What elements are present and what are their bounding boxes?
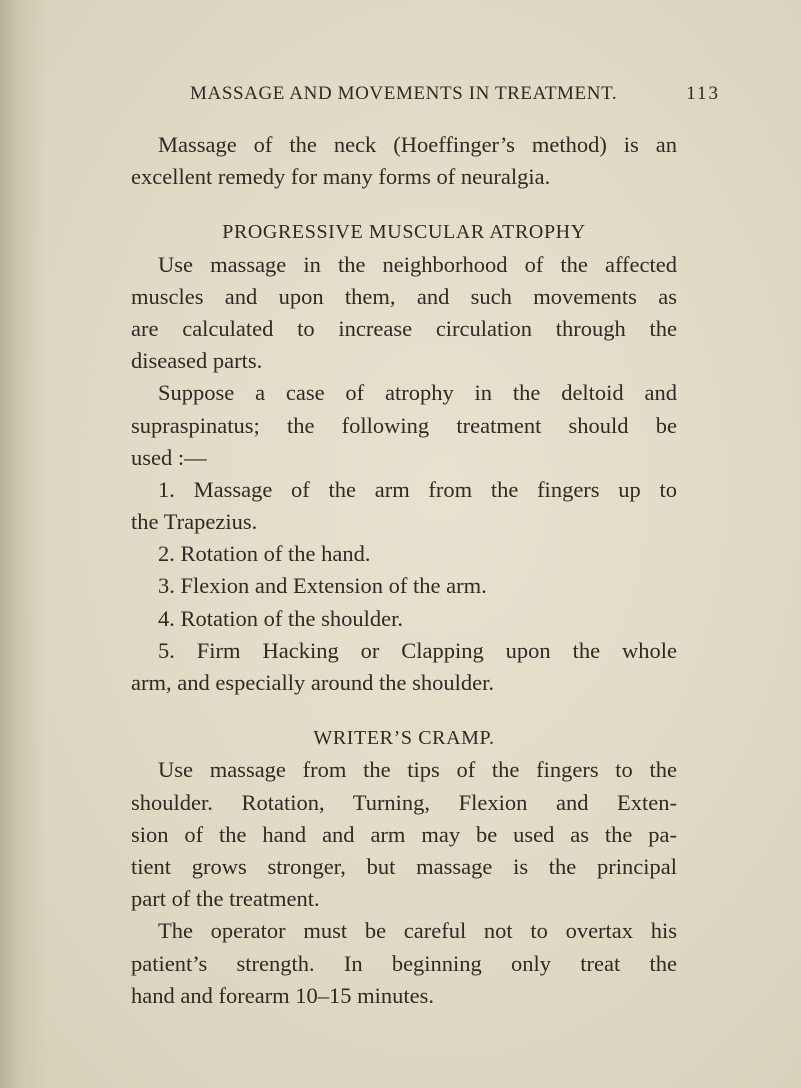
text-line: Massage of the neck (Hoeffinger’s method) is an xyxy=(158,132,677,157)
section-heading-writers-cramp: WRITER’S CRAMP. xyxy=(313,727,495,750)
text-line: Use massage in the neighborhood of the affected xyxy=(158,251,677,277)
paragraph-neck xyxy=(131,129,677,193)
text-line: used :— xyxy=(131,444,207,470)
treatment-list xyxy=(131,474,677,699)
section-heading-atrophy: PROGRESSIVE MUSCULAR ATROPHY xyxy=(222,221,586,244)
text-line: The operator must be careful not to overtax his xyxy=(158,918,677,944)
list-item xyxy=(131,635,677,699)
paragraph-atrophy-use xyxy=(131,249,677,378)
text-line: supraspinatus; the following treatment should be xyxy=(131,412,677,438)
text-line: 2. Rotation of the hand. xyxy=(158,541,371,567)
spine-shadow xyxy=(0,0,46,1088)
text-line: sion of the hand and arm may be used as the pa- xyxy=(131,821,677,847)
list-item xyxy=(131,603,677,635)
text-line: 5. Firm Hacking or Clapping upon the whole xyxy=(158,637,677,663)
text-line: excellent remedy for many forms of neuralgia. xyxy=(131,164,551,190)
text-line: are calculated to increase circulation through the xyxy=(131,315,677,341)
paragraph-atrophy-suppose xyxy=(131,377,677,474)
text-line: Use massage from the tips of the fingers to the xyxy=(158,757,677,783)
text-line: muscles and upon them, and such movements as xyxy=(131,283,677,309)
paragraph-cramp-use xyxy=(131,754,677,915)
body-text xyxy=(131,129,677,1012)
text-line: hand and forearm 10–15 minutes. xyxy=(131,982,435,1008)
text-line: arm, and especially around the shoulder. xyxy=(131,670,495,695)
page-number: 113 xyxy=(686,83,720,104)
text-line: patient’s strength. In beginning only treat the xyxy=(131,950,677,976)
running-head-title: MASSAGE AND MOVEMENTS IN TREATMENT. xyxy=(190,83,618,104)
list-item xyxy=(131,474,677,538)
list-item xyxy=(131,570,677,602)
list-item xyxy=(131,538,677,570)
text-line: the Trapezius. xyxy=(131,509,258,535)
text-line: part of the treatment. xyxy=(131,886,320,912)
text-line: Suppose a case of atrophy in the deltoid and xyxy=(158,380,677,406)
text-line: 1. Massage of the arm from the fingers up to xyxy=(158,476,677,502)
text-line: diseased parts. xyxy=(131,348,263,374)
text-line: tient grows stronger, but massage is the principal xyxy=(131,853,677,879)
running-head xyxy=(190,83,720,105)
paragraph-cramp-operator xyxy=(131,915,677,1012)
text-line: shoulder. Rotation, Turning, Flexion and Exten- xyxy=(131,789,677,815)
text-line: 3. Flexion and Extension of the arm. xyxy=(158,573,487,599)
text-line: 4. Rotation of the shoulder. xyxy=(158,605,403,631)
